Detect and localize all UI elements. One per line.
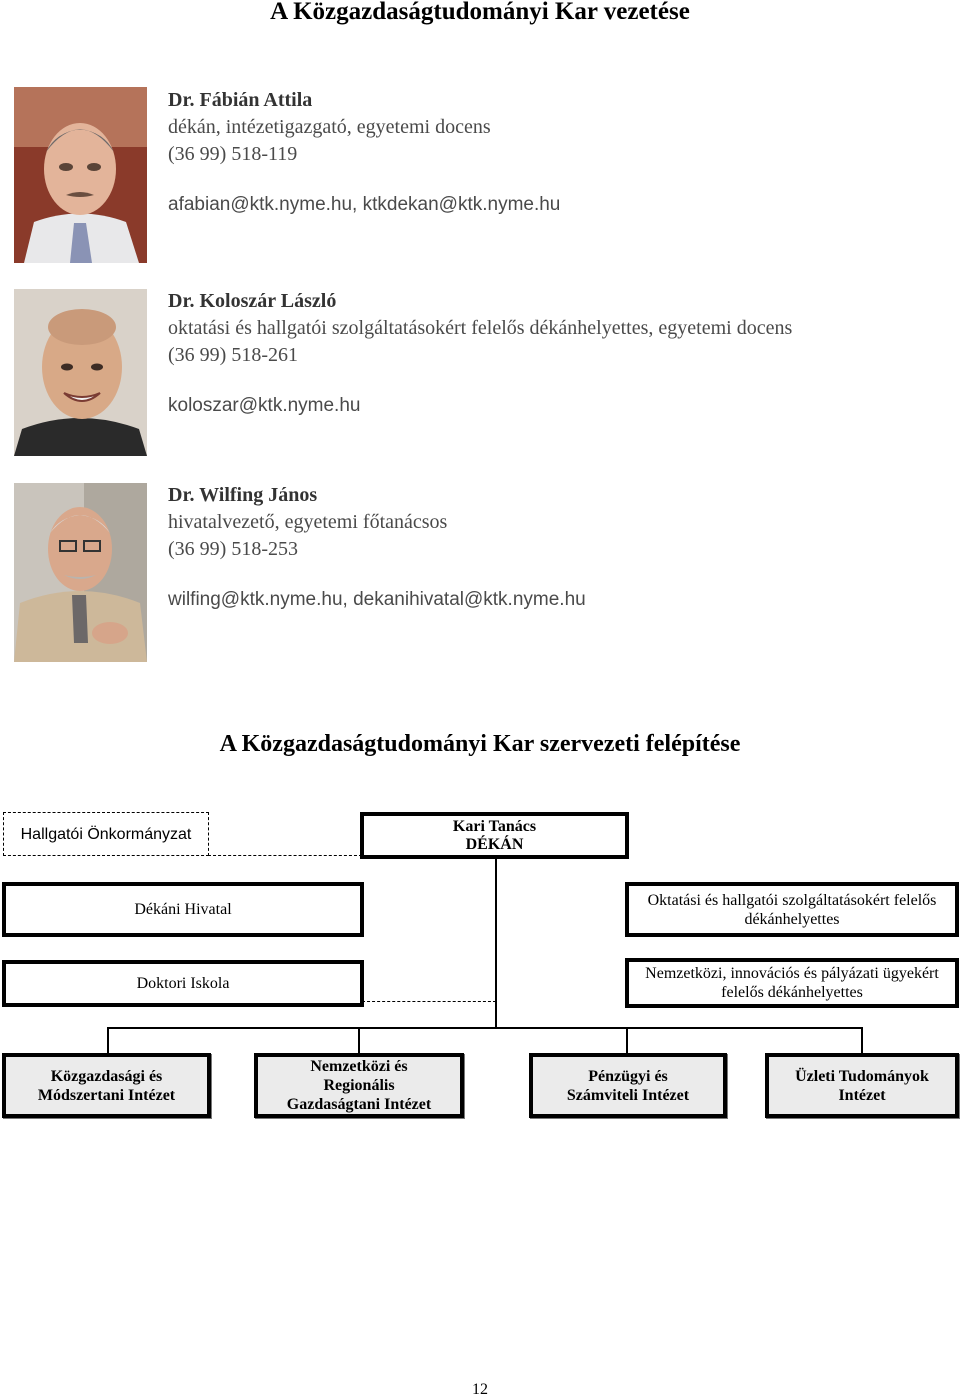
- org-box-deans-office: [2, 882, 364, 937]
- dashed-connector-student-union: [208, 855, 362, 856]
- connector-institutes-bar: [107, 1027, 863, 1029]
- person-role: hivatalvezető, egyetemi főtanácsos: [168, 511, 448, 533]
- person-phone: (36 99) 518-253: [168, 538, 298, 560]
- connector-trunk: [495, 858, 497, 1028]
- org-chart-title: A Közgazdaságtudományi Kar szervezeti felépítése: [219, 731, 741, 757]
- connector-institute-2: [358, 1027, 360, 1055]
- connector-institute-4: [861, 1027, 863, 1055]
- org-box-label: Hallgatói Önkormányzat: [20, 825, 192, 843]
- org-box-label: Üzleti Tudományok Intézet: [795, 1067, 929, 1104]
- org-box-vice-dean-education: [625, 882, 959, 937]
- connector-institute-1: [107, 1027, 109, 1055]
- person-email[interactable]: koloszar@ktk.nyme.hu: [168, 395, 361, 416]
- connector-institute-3: [626, 1027, 628, 1055]
- person-email[interactable]: wilfing@ktk.nyme.hu, dekanihivatal@ktk.nyme.hu: [168, 589, 586, 610]
- org-box-label: Pénzügyi és Számviteli Intézet: [566, 1067, 690, 1104]
- person-phone: (36 99) 518-261: [168, 344, 298, 366]
- person-phone: (36 99) 518-119: [168, 143, 298, 165]
- person-card-koloszar: [168, 288, 792, 419]
- org-box-label: Doktori Iskola: [136, 975, 230, 992]
- org-box-council-dean: [360, 812, 629, 859]
- org-box-label: Dékáni Hivatal: [134, 901, 232, 918]
- page-number: 12: [472, 1381, 488, 1398]
- page-title: A Közgazdaságtudományi Kar vezetése: [270, 0, 690, 25]
- org-box-label: Nemzetközi és Regionális Gazdaságtani Intézet: [286, 1058, 432, 1113]
- org-box-label-council: Kari Tanács: [452, 817, 537, 835]
- person-name: Dr. Koloszár László: [168, 290, 337, 312]
- person-card-wilfing: [168, 482, 586, 613]
- org-box-student-union: [3, 812, 209, 856]
- dashed-connector-doctoral-school: [362, 1001, 496, 1002]
- org-box-label-dean: DÉKÁN: [465, 835, 524, 853]
- portrait-photo-wilfing: [14, 483, 147, 662]
- org-box-institute-finance: [529, 1053, 727, 1118]
- person-name: Dr. Fábián Attila: [168, 89, 313, 111]
- portrait-photo-fabian: [14, 87, 147, 263]
- person-role: oktatási és hallgatói szolgáltatásokért felelős dékánhelyettes, egyetemi docens: [168, 317, 793, 339]
- person-email[interactable]: afabian@ktk.nyme.hu, ktkdekan@ktk.nyme.hu: [168, 194, 561, 215]
- org-box-label: Nemzetközi, innovációs és pályázati ügyekért felelős dékánhelyettes: [645, 965, 939, 1001]
- org-box-institute-international: [254, 1053, 464, 1118]
- person-name: Dr. Wilfing János: [168, 484, 318, 506]
- org-box-label: Oktatási és hallgatói szolgáltatásokért felelős dékánhelyettes: [647, 891, 937, 928]
- org-box-vice-dean-international: [625, 958, 959, 1008]
- portrait-photo-koloszar: [14, 289, 147, 456]
- person-card-fabian: [168, 87, 560, 218]
- org-box-label: Közgazdasági és Módszertani Intézet: [37, 1067, 176, 1104]
- org-box-institute-business: [765, 1053, 959, 1118]
- person-role: dékán, intézetigazgató, egyetemi docens: [168, 116, 491, 138]
- org-box-institute-economics: [2, 1053, 211, 1118]
- org-box-doctoral-school: [2, 960, 364, 1007]
